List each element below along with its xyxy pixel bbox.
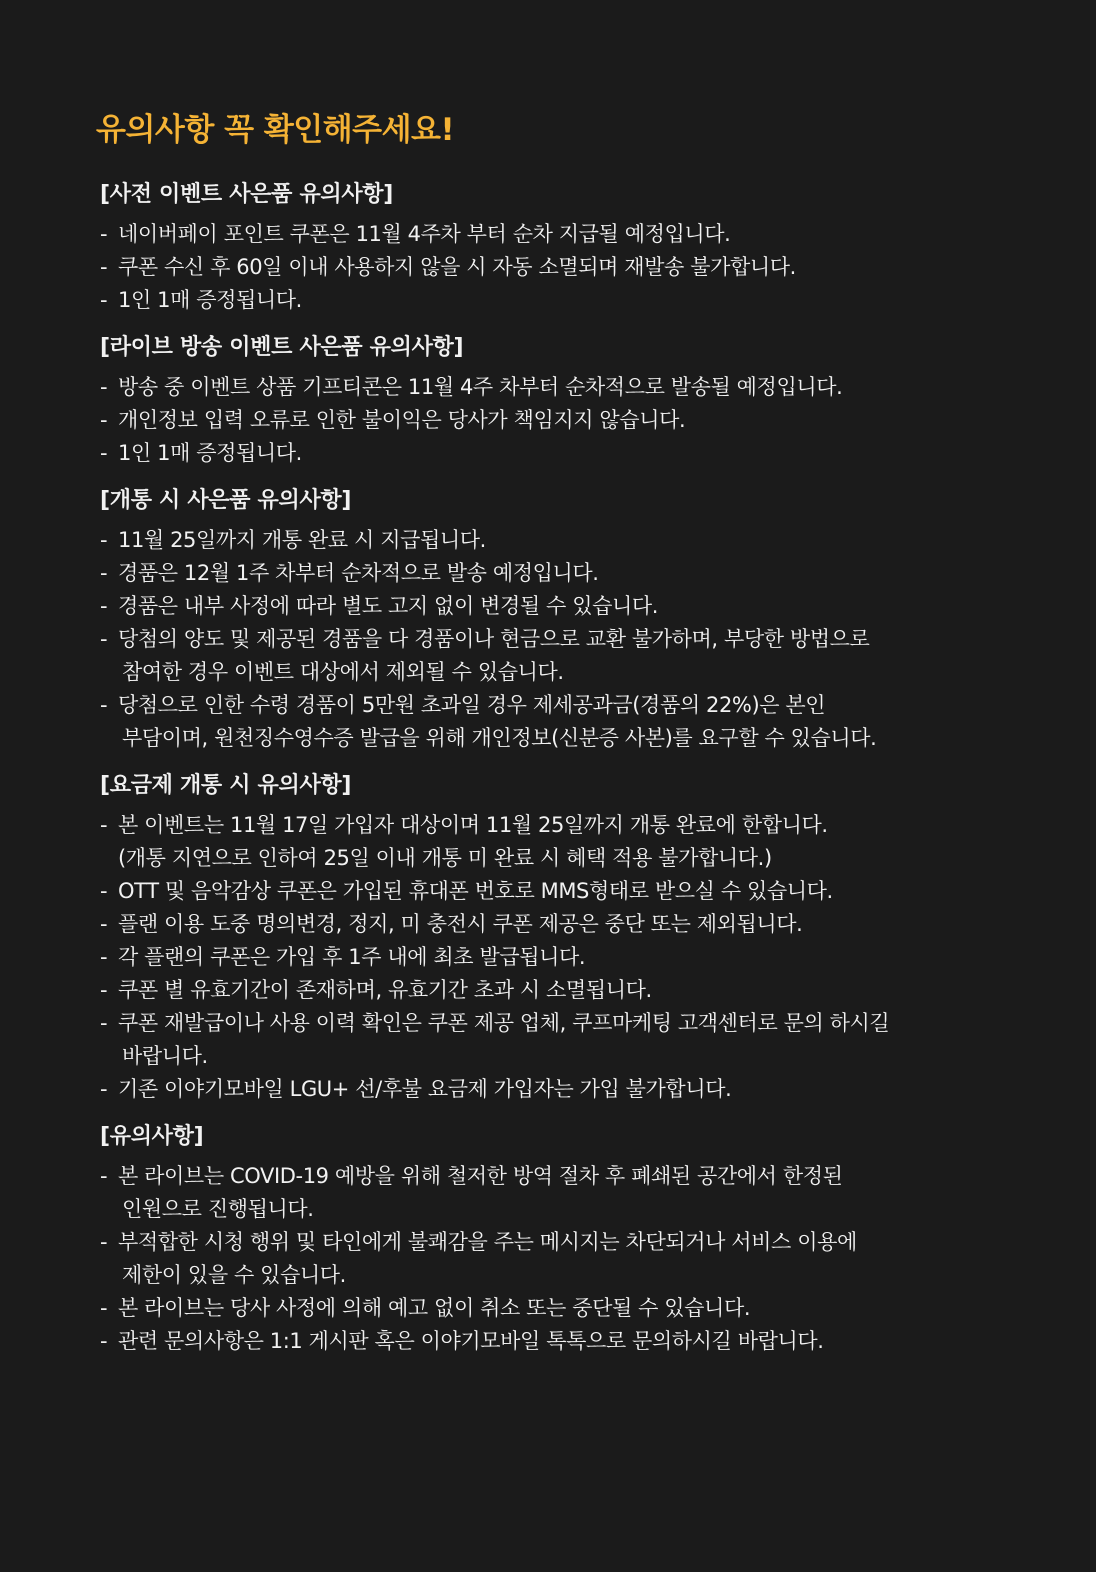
notice-list (96, 809, 1036, 1106)
section-plan-activation-notice (96, 769, 1036, 1106)
notice-item-line: - 11월 25일까지 개통 완료 시 지급됩니다. (118, 528, 486, 552)
notice-item-line: - 방송 중 이벤트 상품 기프티콘은 11월 4주 차부터 순차적으로 발송될 예정입니다. (118, 375, 843, 399)
notice-item (100, 557, 1036, 590)
notice-item-line: 인원으로 진행됩니다. (122, 1197, 314, 1221)
notice-item-line: - 본 라이브는 COVID-19 예방을 위해 철저한 방역 절차 후 폐쇄된 공간에서 한정된 (118, 1164, 843, 1188)
notice-item-line: - 당첨의 양도 및 제공된 경품을 다 경품이나 현금으로 교환 불가하며, 부당한 방법으로 (118, 627, 870, 651)
section-pre-event-gift-notice (96, 178, 1036, 317)
notice-sections (96, 178, 1036, 1358)
notice-list (96, 524, 1036, 755)
section-heading: [사전 이벤트 사은품 유의사항] (100, 182, 394, 207)
notice-item (100, 371, 1036, 404)
notice-item-line: - 각 플랜의 쿠폰은 가입 후 1주 내에 최초 발급됩니다. (118, 945, 586, 969)
notice-item-line: - 플랜 이용 도중 명의변경, 정지, 미 충전시 쿠폰 제공은 중단 또는 제외됩니다. (118, 912, 803, 936)
notice-item (100, 1292, 1036, 1325)
notice-item (100, 623, 1036, 689)
notice-item-line: - 본 라이브는 당사 사정에 의해 예고 없이 취소 또는 중단될 수 있습니다. (118, 1296, 751, 1320)
page-title: 유의사항 꼭 확인해주세요! (96, 112, 455, 148)
section-activation-gift-notice (96, 484, 1036, 755)
notice-item (100, 437, 1036, 470)
section-heading: [요금제 개통 시 유의사항] (100, 773, 352, 798)
notice-item (100, 284, 1036, 317)
section-heading: [개통 시 사은품 유의사항] (100, 488, 352, 513)
notice-item-line: - 당첨으로 인한 수령 경품이 5만원 초과일 경우 제세공과금(경품의 22%)은 본인 (118, 693, 826, 717)
notice-item-line: - 경품은 내부 사정에 따라 별도 고지 없이 변경될 수 있습니다. (118, 594, 659, 618)
notice-item-line: 참여한 경우 이벤트 대상에서 제외될 수 있습니다. (122, 660, 564, 684)
notice-item-line: - 네이버페이 포인트 쿠폰은 11월 4주차 부터 순차 지급될 예정입니다. (118, 222, 731, 246)
notice-item (100, 941, 1036, 974)
section-heading: [유의사항] (100, 1124, 204, 1149)
notice-item (100, 974, 1036, 1007)
notice-item-line: - 기존 이야기모바일 LGU+ 선/후불 요금제 가입자는 가입 불가합니다. (118, 1077, 732, 1101)
notice-item (100, 875, 1036, 908)
notice-item-line: - 1인 1매 증정됩니다. (118, 441, 302, 465)
notice-item-line: - 쿠폰 재발급이나 사용 이력 확인은 쿠폰 제공 업체, 쿠프마케팅 고객센터로 문의 하시길 (118, 1011, 890, 1035)
notice-item-line: - 1인 1매 증정됩니다. (118, 288, 302, 312)
notice-item-line: - 개인정보 입력 오류로 인한 불이익은 당사가 책임지지 않습니다. (118, 408, 686, 432)
section-live-event-gift-notice (96, 331, 1036, 470)
notice-item (100, 218, 1036, 251)
notice-item-line: 제한이 있을 수 있습니다. (122, 1263, 346, 1287)
notice-item-line: - 본 이벤트는 11월 17일 가입자 대상이며 11월 25일까지 개통 완료에 한합니다. (118, 813, 828, 837)
notice-list (96, 1160, 1036, 1358)
notice-item (100, 524, 1036, 557)
notice-item-line: - 부적합한 시청 행위 및 타인에게 불쾌감을 주는 메시지는 차단되거나 서비스 이용에 (118, 1230, 857, 1254)
notice-item-line: - 경품은 12월 1주 차부터 순차적으로 발송 예정입니다. (118, 561, 599, 585)
notice-item-line: - 쿠폰 별 유효기간이 존재하며, 유효기간 초과 시 소멸됩니다. (118, 978, 652, 1002)
notice-item (100, 1073, 1036, 1106)
section-general-notice (96, 1120, 1036, 1358)
notice-item (100, 1160, 1036, 1226)
notice-item-line: 바랍니다. (122, 1044, 208, 1068)
notice-item (100, 689, 1036, 755)
notice-item (100, 809, 1036, 875)
notice-item-line: (개통 지연으로 인하여 25일 이내 개통 미 완료 시 혜택 적용 불가합니다.) (118, 846, 772, 870)
notice-list (96, 371, 1036, 470)
notice-item (100, 251, 1036, 284)
notice-list (96, 218, 1036, 317)
notice-item (100, 404, 1036, 437)
notice-item-line: - OTT 및 음악감상 쿠폰은 가입된 휴대폰 번호로 MMS형태로 받으실 수 있습니다. (118, 879, 833, 903)
notice-item (100, 1325, 1036, 1358)
notice-item-line: - 쿠폰 수신 후 60일 이내 사용하지 않을 시 자동 소멸되며 재발송 불가합니다. (118, 255, 796, 279)
notice-item-line: - 관련 문의사항은 1:1 게시판 혹은 이야기모바일 톡톡으로 문의하시길 바랍니다. (118, 1329, 824, 1353)
section-heading: [라이브 방송 이벤트 사은품 유의사항] (100, 335, 464, 360)
notice-item-line: 부담이며, 원천징수영수증 발급을 위해 개인정보(신분증 사본)를 요구할 수 있습니다. (122, 726, 877, 750)
notice-item (100, 1007, 1036, 1073)
notice-item (100, 908, 1036, 941)
notice-item (100, 1226, 1036, 1292)
notice-item (100, 590, 1036, 623)
